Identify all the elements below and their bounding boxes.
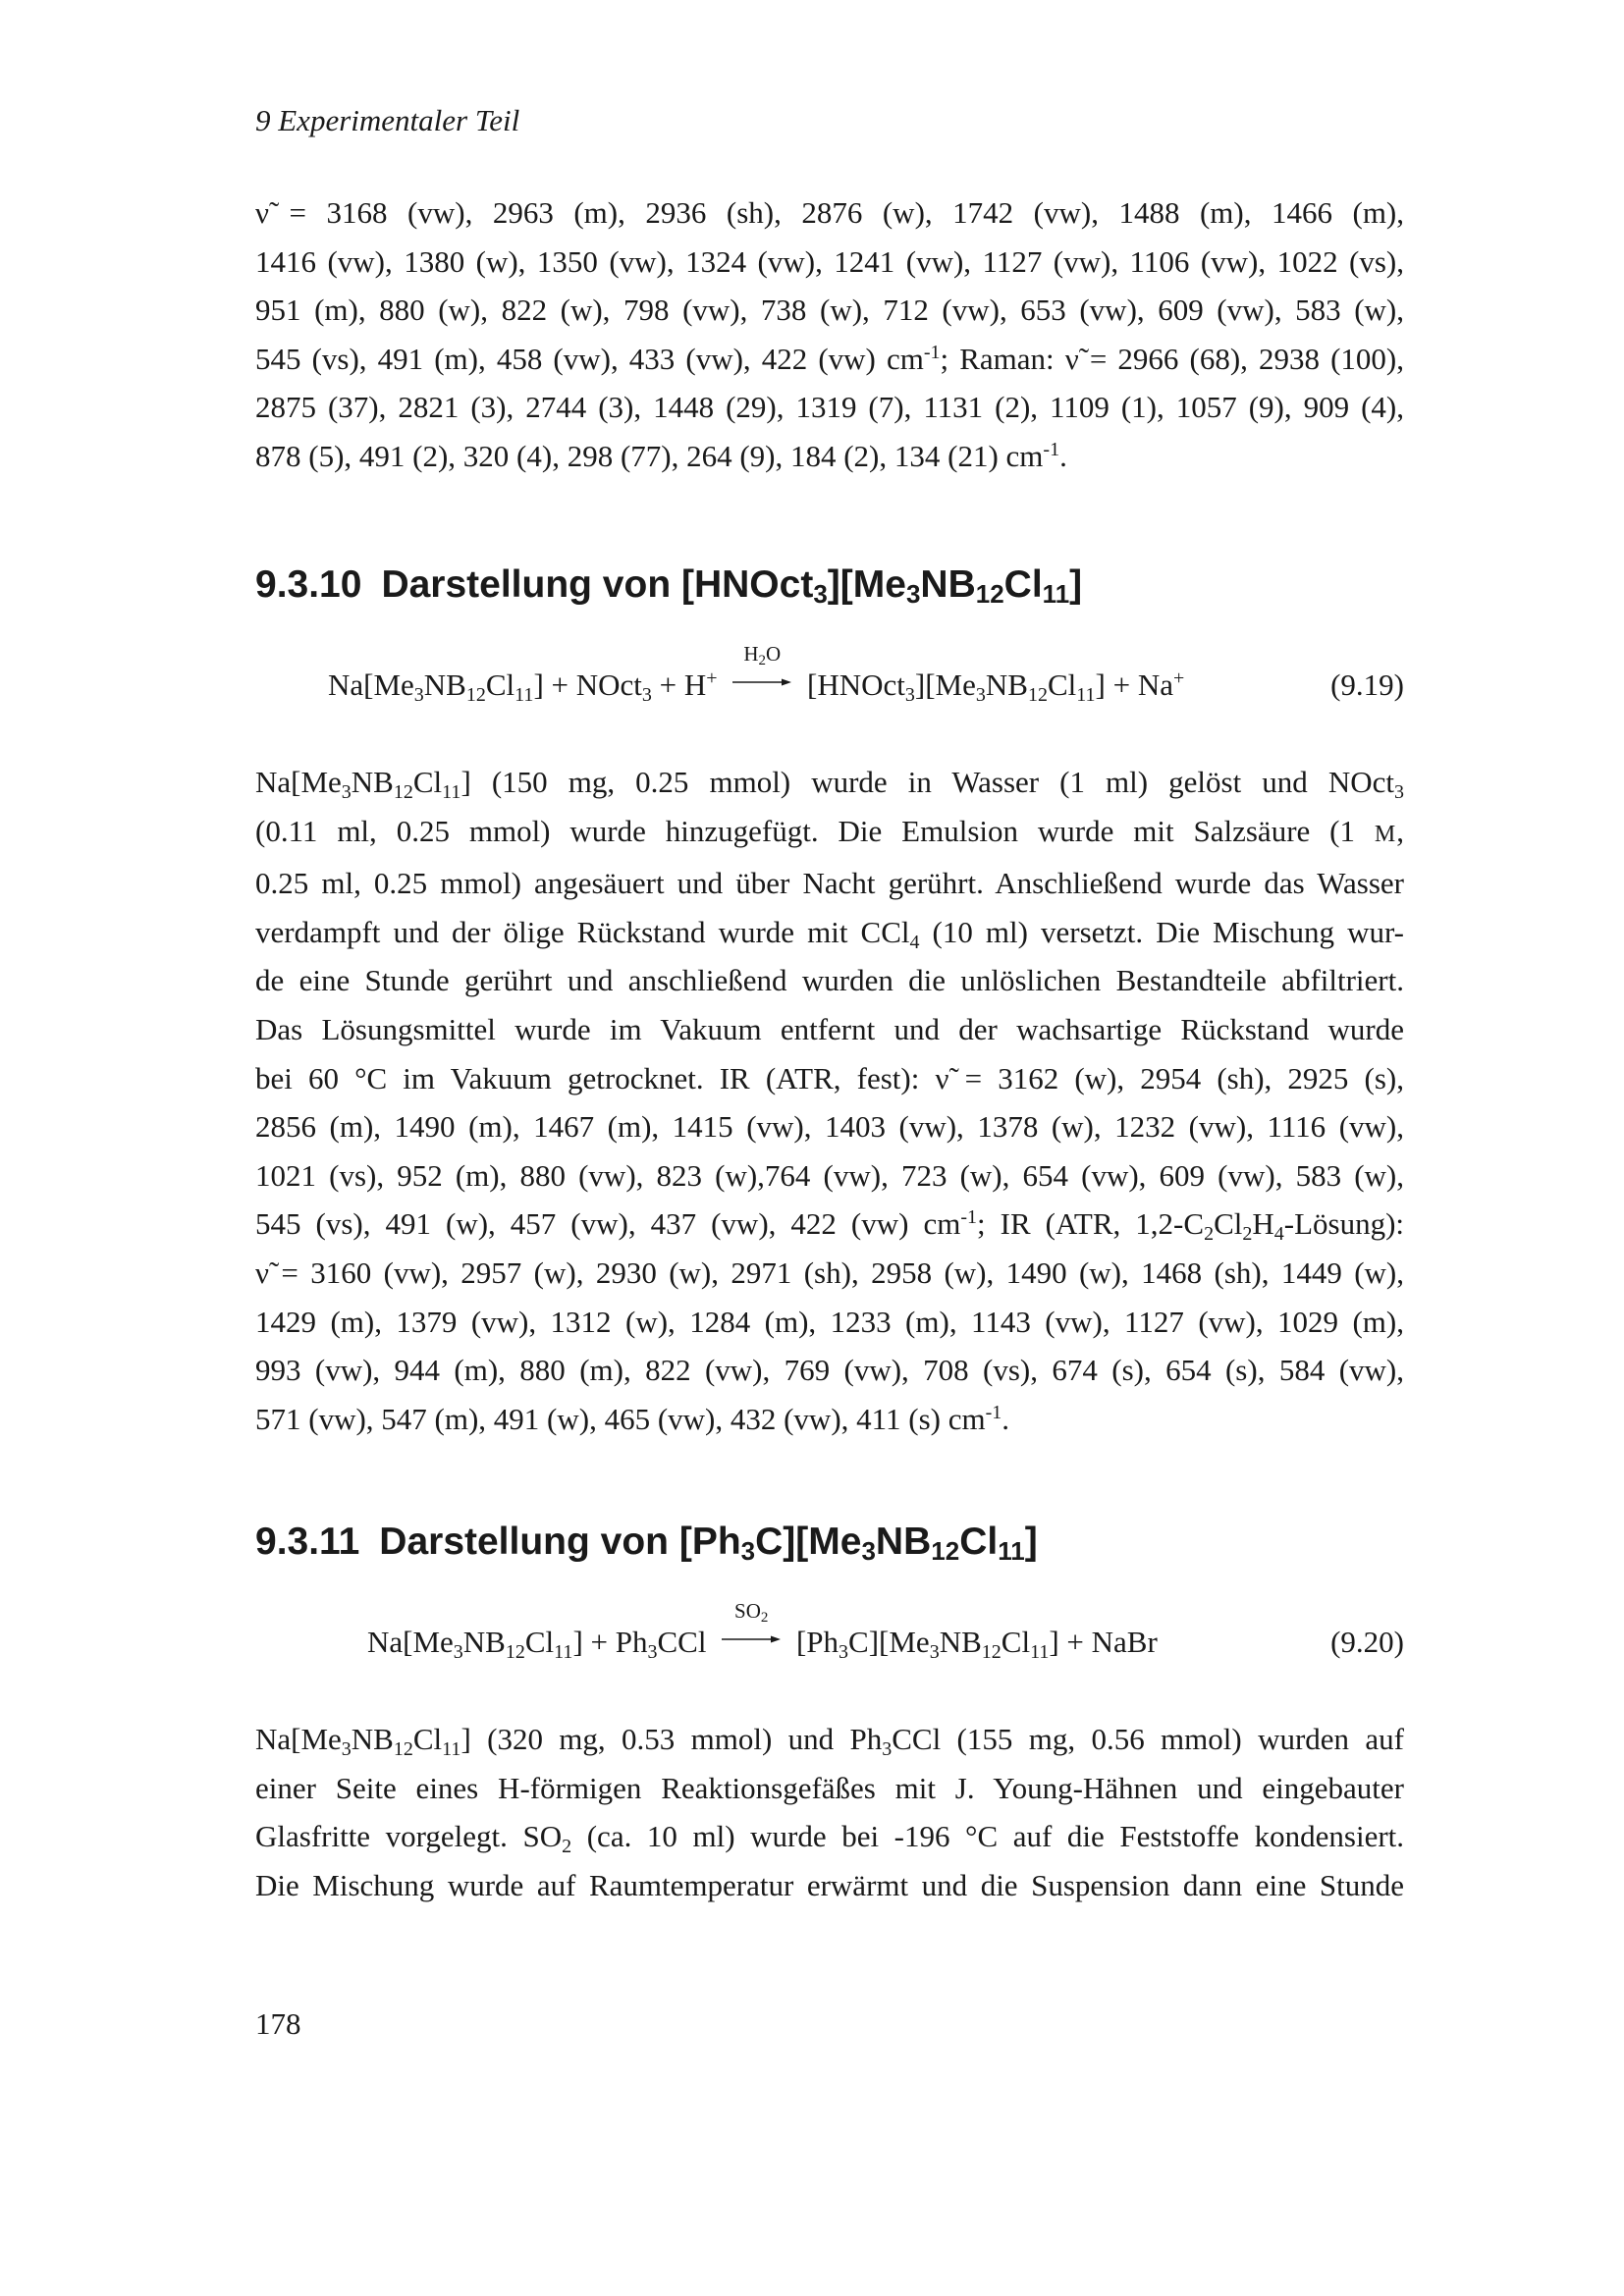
reaction-arrow xyxy=(722,1599,781,1648)
section-number: 9.3.10 xyxy=(255,563,362,606)
line: $Na[Me_3NB_{12}Cl_{11}]$ (150 mg, 0.25 mmol) wurde in Wasser (1 ml) gelöst und NOct$_3$ xyxy=(255,765,1404,803)
equation-number: (9.20) xyxy=(1330,1625,1404,1659)
line: 878 (5), 491 (2), 320 (4), 298 (77), 264 (9), 184 (2), 134 (21) $cm^{-1}$. xyxy=(255,438,1067,473)
equation-9-19 xyxy=(255,642,1404,715)
arrow-right-icon xyxy=(722,1634,781,1644)
paragraph xyxy=(255,758,1404,1443)
arrow-label: $H_2O$ xyxy=(743,642,782,668)
line: de eine Stunde gerührt und anschließend wurden die unlöslichen Bestandteile abfiltriert. xyxy=(255,963,1404,998)
line: 545 (vs), 491 (m), 458 (vw), 433 (vw), 422 (vw) $cm^{-1}$; Raman: ν̃ = 2966 (68), 2938 (100), xyxy=(255,341,1404,376)
line: einer Seite eines H-förmigen Reaktionsgefäßes mit J. Young-Hähnen und eingebauter xyxy=(255,1770,1404,1805)
line: 571 (vw), 547 (m), 491 (w), 465 (vw), 432 (vw), 411 (s) $cm^{-1}$. xyxy=(255,1401,1009,1436)
equation-body: $Na[Me_3NB_{12}Cl_{11}] + Ph_3CCl$ $SO_2$ $[Ph_3C][Me_3NB_{12}Cl_{11}]$ + NaBr xyxy=(367,1599,1158,1663)
line: verdampft und der ölige Rückstand wurde mit CCl$_4$ (10 ml) versetzt. Die Mischung wur- xyxy=(255,914,1405,953)
line: 951 (m), 880 (w), 822 (w), 798 (vw), 738 (w), 712 (vw), 653 (vw), 609 (vw), 583 (w), xyxy=(255,293,1404,328)
line: Glasfritte vorgelegt. $SO_2$ (ca. 10 ml) wurde bei -196 °C auf die Feststoffe kondensiert. xyxy=(255,1819,1405,1858)
running-head-text: 9 Experimentaler Teil xyxy=(255,103,520,137)
line: $Na[Me_3NB_{12}Cl_{11}]$ (320 mg, 0.53 mmol) und $Ph_3CCl$ (155 mg, 0.56 mmol) wurden auf xyxy=(255,1722,1404,1760)
line: 2856 (m), 1490 (m), 1467 (m), 1415 (vw), 1403 (vw), 1378 (w), 1232 (vw), 1116 (vw), xyxy=(255,1109,1404,1145)
line: (0.11 ml, 0.25 mmol) wurde hinzugefügt. Die Emulsion wurde mit Salzsäure (1 M, xyxy=(255,813,1405,848)
line: Das Lösungsmittel wurde im Vakuum entfernt und der wachsartige Rückstand wurde xyxy=(255,1011,1404,1046)
line: bei 60 °C im Vakuum getrocknet. IR (ATR, fest): ν̃ = 3162 (w), 2954 (sh), 2925 (s), xyxy=(255,1060,1405,1095)
equation-number: (9.19) xyxy=(1330,667,1404,702)
line: ν̃ = 3168 (vw), 2963 (m), 2936 (sh), 2876 (w), 1742 (vw), 1488 (m), 1466 (m), xyxy=(255,195,1405,230)
arrow-label: $SO_2$ xyxy=(734,1599,769,1626)
equation-9-20 xyxy=(255,1599,1404,1672)
ir-raman-data-block xyxy=(255,188,1404,481)
paragraph xyxy=(255,1715,1404,1909)
line: 1021 (vs), 952 (m), 880 (vw), 823 (w),764 (vw), 723 (w), 654 (vw), 609 (vw), 583 (w), xyxy=(255,1157,1404,1193)
line: 0.25 ml, 0.25 mmol) angesäuert und über Nacht gerührt. Anschließend wurde das Wasser xyxy=(255,866,1404,901)
page-number: 178 xyxy=(255,2006,301,2041)
line: ν̃ = 3160 (vw), 2957 (w), 2930 (w), 2971 (sh), 2958 (w), 1490 (w), 1468 (sh), 1449 (w), xyxy=(255,1255,1404,1290)
molar-unit: M xyxy=(1374,821,1397,847)
arrow-right-icon xyxy=(732,677,791,687)
reaction-arrow xyxy=(732,642,791,691)
wavenumber-symbol: ν̃ xyxy=(255,195,270,230)
running-head xyxy=(255,101,519,140)
line: 993 (vw), 944 (m), 880 (m), 822 (vw), 769 (vw), 708 (vs), 674 (s), 654 (s), 584 (vw), xyxy=(255,1353,1404,1388)
section-heading-9-3-11: 9.3.11 Darstellung von $[Ph_3C][Me_3NB_{12}Cl_{11}]$ xyxy=(255,1521,1038,1566)
line: 1429 (m), 1379 (vw), 1312 (w), 1284 (m), 1233 (m), 1143 (vw), 1127 (vw), 1029 (m), xyxy=(255,1304,1404,1339)
line: 1416 (vw), 1380 (w), 1350 (vw), 1324 (vw), 1241 (vw), 1127 (vw), 1106 (vw), 1022 (vs), xyxy=(255,243,1404,279)
experimental-paragraph-9-3-10 xyxy=(255,758,1404,1443)
line: 545 (vs), 491 (w), 457 (vw), 437 (vw), 422 (vw) $cm^{-1}$; IR (ATR, $1,2-C_2Cl_2H_4-Lösung$): xyxy=(255,1206,1405,1246)
section-number: 9.3.11 xyxy=(255,1521,360,1563)
line: Die Mischung wurde auf Raumtemperatur erwärmt und die Suspension dann eine Stunde xyxy=(255,1867,1404,1902)
ir-raman-paragraph xyxy=(255,188,1404,481)
equation-body: $Na[Me_3NB_{12}Cl_{11}]$ + NOct$_3$ + H+ $H_2O$ $[HNOct_3][Me_3NB_{12}Cl_{11}] + Na^+$ xyxy=(328,642,1185,706)
line: 2875 (37), 2821 (3), 2744 (3), 1448 (29), 1319 (7), 1131 (2), 1109 (1), 1057 (9), 909 (4), xyxy=(255,390,1404,425)
experimental-paragraph-9-3-11 xyxy=(255,1715,1404,1909)
section-heading-9-3-10: 9.3.10 Darstellung von $[HNOct_3][Me_3NB_{12}Cl_{11}]$ xyxy=(255,563,1083,609)
